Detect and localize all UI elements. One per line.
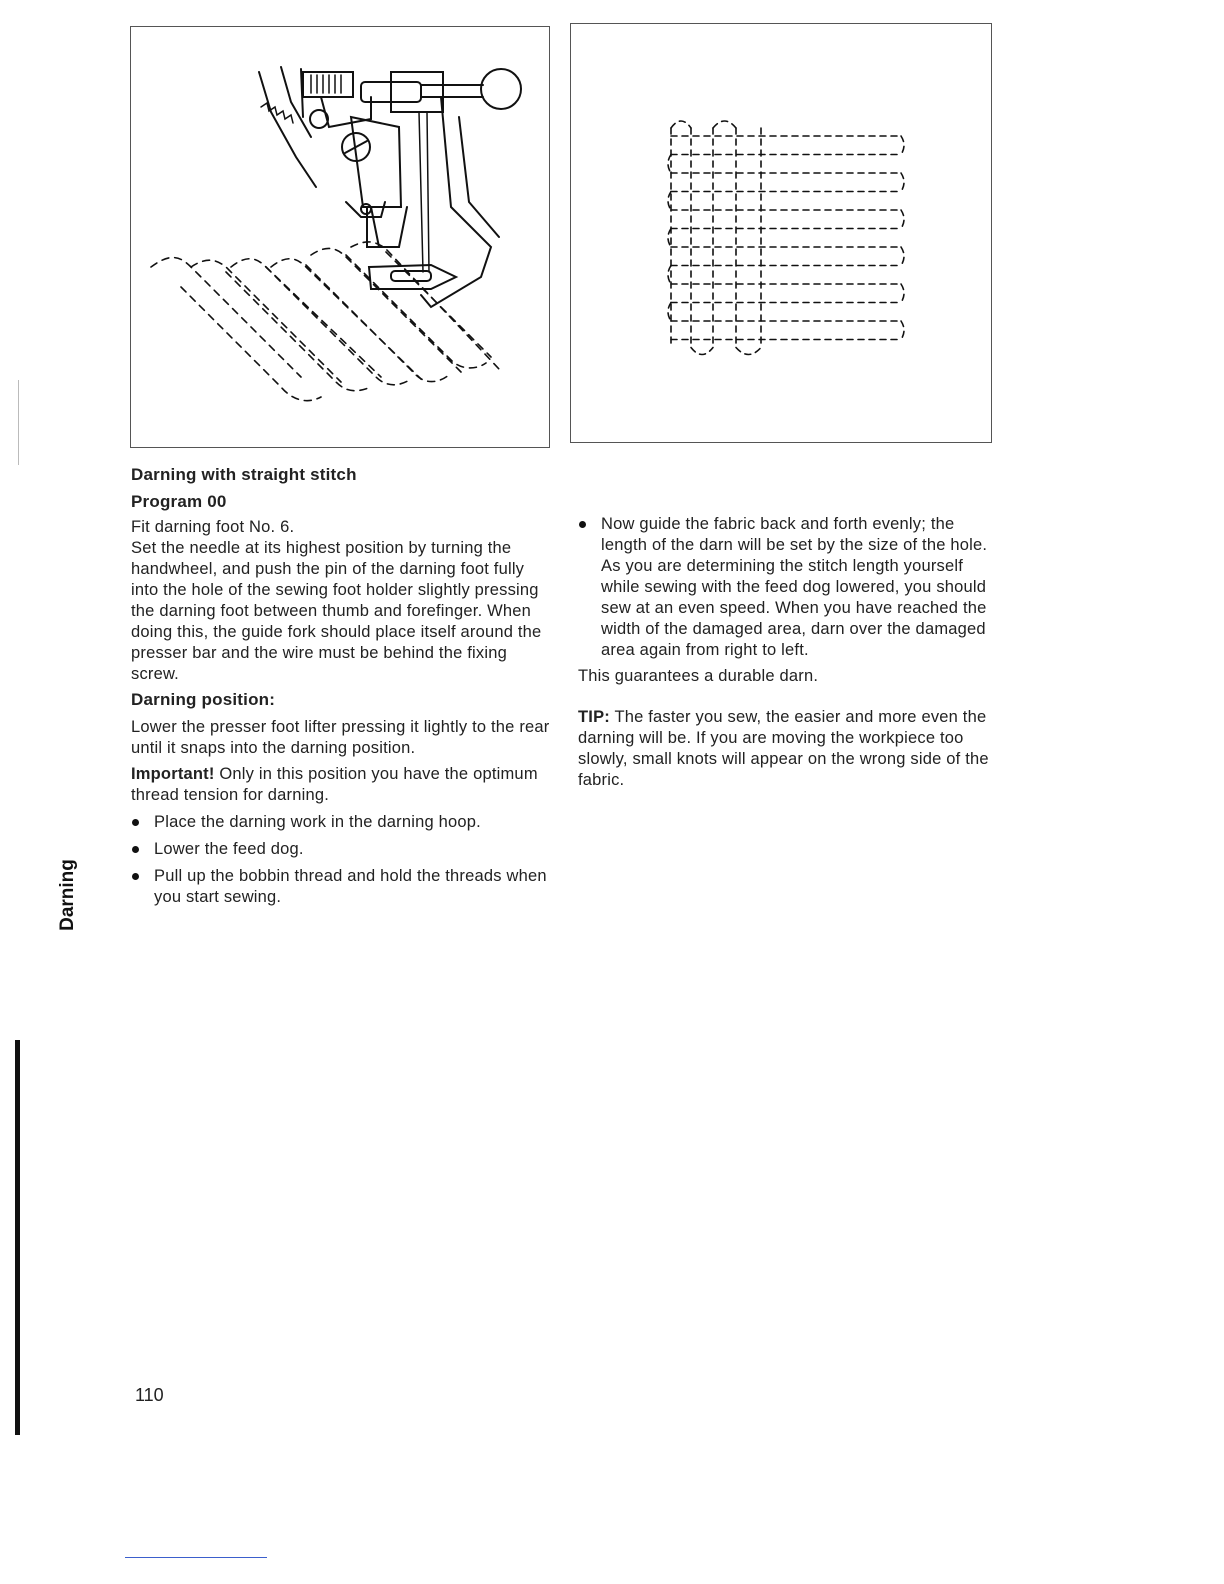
- edge-line-decoration: [18, 380, 19, 465]
- right-text-column: [578, 514, 998, 791]
- darning-foot-illustration: [130, 26, 550, 448]
- left-bullet-list: [131, 812, 556, 908]
- section-title: Darning with straight stitch: [131, 465, 357, 484]
- bottom-rule: [125, 1557, 267, 1558]
- darning-pattern-diagram: [570, 23, 992, 443]
- bullet-item: Pull up the bobbin thread and hold the threads when you start sewing.: [131, 866, 556, 908]
- guarantee-text: This guarantees a durable darn.: [578, 667, 819, 685]
- tip-text: The faster you sew, the easier and more even the darning will be. If you are moving the workpiece too slowly, small knots will appear on the wrong side of the fabric.: [578, 708, 989, 789]
- thread-turn: [901, 247, 904, 266]
- important-note: [131, 764, 556, 806]
- vertical-turn: [671, 121, 691, 128]
- bullet-item: Lower the feed dog.: [131, 839, 556, 860]
- darning-position-text: Lower the presser foot lifter pressing it lightly to the rear until it snaps into the darning position.: [131, 718, 550, 757]
- tip-label: TIP:: [578, 708, 610, 726]
- important-label: Important!: [131, 765, 215, 783]
- tip-paragraph: [578, 707, 998, 791]
- thread-turn: [901, 173, 904, 192]
- program-heading: Program 00: [131, 492, 227, 511]
- section-side-tab: [53, 850, 83, 940]
- darning-position-heading: Darning position:: [131, 690, 276, 709]
- intro-line-1: Fit darning foot No. 6.: [131, 518, 295, 536]
- bullet-item: Place the darning work in the darning hoop.: [131, 812, 556, 833]
- right-bullet-list: [578, 514, 998, 661]
- important-text: Only in this position you have the optimum thread tension for darning.: [131, 765, 538, 804]
- pattern-threads: [668, 121, 904, 355]
- darning-pattern-drawing: [571, 24, 993, 444]
- intro-paragraph: Set the needle at its highest position by turning the handwheel, and push the pin of the darning foot fully into the hole of the sewing foot holder slightly pressing the darning foot between thumb and forefinger. When doing this, the guide fork should place itself around the presser bar and the wire must be behind the fixing screw.: [131, 539, 542, 683]
- vertical-turn: [736, 348, 761, 355]
- side-tab-label: Darning: [57, 859, 78, 931]
- thread-turn: [901, 136, 904, 155]
- left-text-column: [131, 464, 556, 908]
- thread-turn: [901, 284, 904, 303]
- edge-bar-decoration: [15, 1040, 20, 1435]
- page-number: 110: [135, 1385, 164, 1405]
- thread-turn: [901, 321, 904, 340]
- darning-foot-drawing: [131, 27, 551, 449]
- bullet-item: Now guide the fabric back and forth evenly; the length of the darn will be set by the size of the hole. As you are determining the stitch length yourself while sewing with the feed dog lowered, you should sew at an even speed. When you have reached the width of the damaged area, darn over the damaged area again from right to left.: [578, 514, 998, 661]
- thread-turn: [901, 210, 904, 229]
- vertical-turn: [691, 348, 713, 355]
- vertical-turn: [713, 121, 736, 128]
